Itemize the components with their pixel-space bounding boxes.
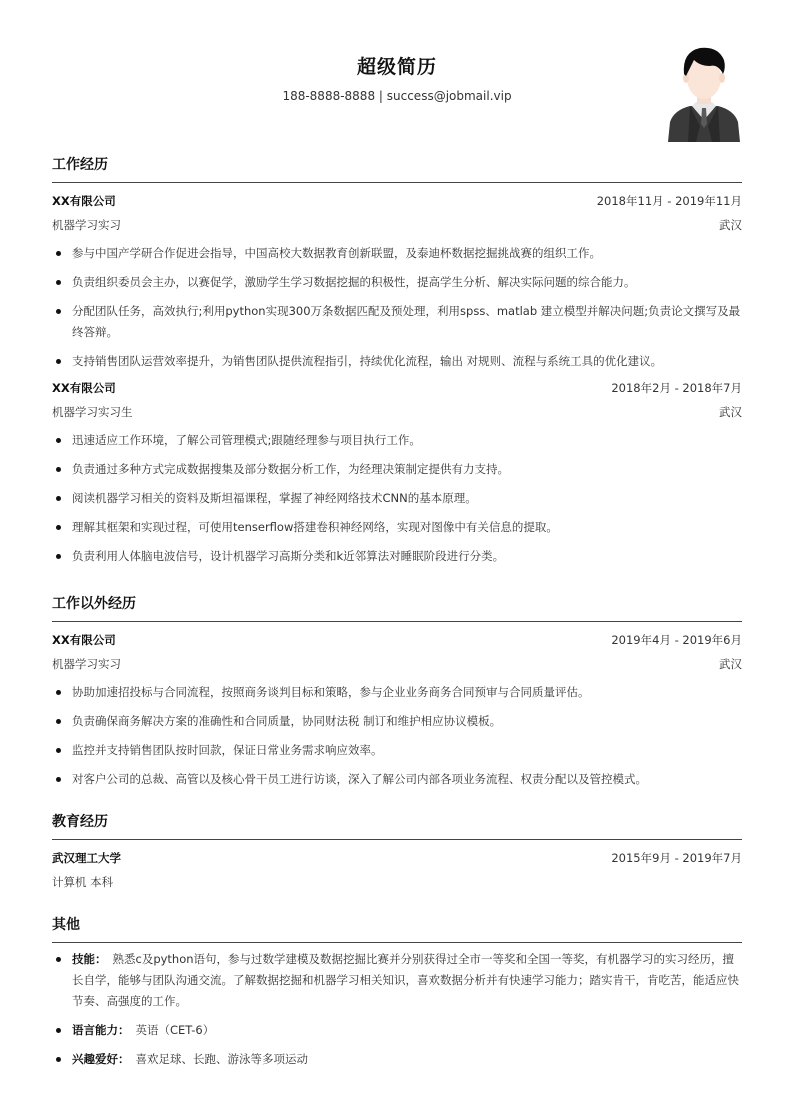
section-title: 工作以外经历 [52, 596, 136, 612]
bullet-item: 负责组织委员会主办，以赛促学，激励学生学习数据挖掘的积极性，提高学生分析、解决实际问题的综合能力。 [52, 272, 742, 293]
item-text: 英语（CET-6） [135, 1023, 215, 1037]
bullet-item: 迅速适应工作环境，了解公司管理模式;跟随经理参与项目执行工作。 [52, 430, 742, 451]
section-other [52, 914, 742, 1078]
section-divider [52, 182, 742, 183]
job-role: 机器学习实习 [52, 218, 121, 232]
date-range: 2019年4月 - 2019年6月 [611, 633, 742, 647]
resume-header [52, 0, 742, 150]
date-range: 2015年9月 - 2019年7月 [611, 851, 742, 865]
location: 武汉 [719, 218, 742, 232]
bullet-item: 监控并支持销售团队按时回款，保证日常业务需求响应效率。 [52, 740, 742, 761]
item-label: 兴趣爱好： [72, 1052, 130, 1066]
item-text: 熟悉c及python语句，参与过数学建模及数据挖掘比赛并分别获得过全市一等奖和全国一等奖，有机器学习的实习经历，擅长自学，能够与团队沟通交流。了解数据挖掘和机器学习相关知识，喜欢数据分析并有快速学习能力；踏实肯干，肯吃苦，能适应快节奏、高强度的工作。 [72, 952, 739, 1008]
entry-header-row [52, 189, 742, 213]
location: 武汉 [719, 405, 742, 419]
bullet-item: 理解其框架和实现过程，可使用tenserflow搭建卷积神经网络，实现对图像中有关信息的提取。 [52, 517, 742, 538]
education-entry [52, 846, 742, 894]
entry-sub-row [52, 652, 742, 676]
bullet-list [52, 682, 742, 790]
section-divider [52, 621, 742, 622]
bullet-item: 协助加速招投标与合同流程，按照商务谈判目标和策略，参与企业业务商务合同预审与合同质量评估。 [52, 682, 742, 703]
work-entry [52, 189, 742, 372]
work-entry [52, 376, 742, 567]
job-role: 机器学习实习生 [52, 405, 133, 419]
candidate-name: 超级简历 [356, 56, 437, 78]
entry-sub-row [52, 400, 742, 424]
entry-header-row [52, 846, 742, 870]
section-title: 其他 [52, 917, 80, 933]
extra-entry [52, 628, 742, 790]
section-extra-experience [52, 593, 742, 798]
section-title: 工作经历 [52, 157, 108, 173]
bullet-item: 支持销售团队运营效率提升，为销售团队提供流程指引，持续优化流程，输出 对规则、流程与系统工具的优化建议。 [52, 351, 742, 372]
company-name: XX有限公司 [52, 381, 116, 395]
bullet-item: 负责通过多种方式完成数据搜集及部分数据分析工作，为经理决策制定提供有力支持。 [52, 459, 742, 480]
location: 武汉 [719, 657, 742, 671]
hobbies-item [52, 1049, 742, 1070]
section-title: 教育经历 [52, 814, 108, 830]
skills-item [52, 949, 742, 1012]
bullet-list [52, 243, 742, 372]
school-name: 武汉理工大学 [52, 851, 121, 865]
bullet-item: 对客户公司的总裁、高管以及核心骨干员工进行访谈，深入了解公司内部各项业务流程、权责分配以及管控模式。 [52, 769, 742, 790]
bullet-list [52, 430, 742, 567]
section-education [52, 811, 742, 894]
entry-header-row [52, 376, 742, 400]
major-degree: 计算机 本科 [52, 875, 114, 889]
date-range: 2018年11月 - 2019年11月 [596, 194, 742, 208]
item-label: 技能： [72, 952, 107, 966]
entry-sub-row [52, 213, 742, 237]
entry-sub-row [52, 870, 742, 894]
job-role: 机器学习实习 [52, 657, 121, 671]
company-name: XX有限公司 [52, 633, 116, 647]
date-range: 2018年2月 - 2018年7月 [611, 381, 742, 395]
bullet-list [52, 949, 742, 1070]
section-divider [52, 839, 742, 840]
bullet-item: 负责确保商务解决方案的准确性和合同质量，协同财法税 制订和维护相应协议模板。 [52, 711, 742, 732]
entry-header-row [52, 628, 742, 652]
item-text: 喜欢足球、长跑、游泳等多项运动 [135, 1052, 308, 1066]
language-item [52, 1020, 742, 1041]
bullet-item: 负责利用人体脑电波信号，设计机器学习高斯分类和k近邻算法对睡眠阶段进行分类。 [52, 546, 742, 567]
section-work-experience [52, 154, 742, 575]
contact-info: 188-8888-8888 | success@jobmail.vip [282, 89, 512, 103]
avatar [666, 40, 742, 142]
bullet-item: 参与中国产学研合作促进会指导，中国高校大数据教育创新联盟，及泰迪杯数据挖掘挑战赛的组织工作。 [52, 243, 742, 264]
bullet-item: 分配团队任务，高效执行;利用python实现300万条数据匹配及预处理，利用spss、matlab 建立模型并解决问题;负责论文撰写及最终答辩。 [52, 301, 742, 343]
company-name: XX有限公司 [52, 194, 116, 208]
resume-page [52, 0, 742, 1066]
section-divider [52, 942, 742, 943]
bullet-item: 阅读机器学习相关的资料及斯坦福课程，掌握了神经网络技术CNN的基本原理。 [52, 488, 742, 509]
item-label: 语言能力： [72, 1023, 130, 1037]
